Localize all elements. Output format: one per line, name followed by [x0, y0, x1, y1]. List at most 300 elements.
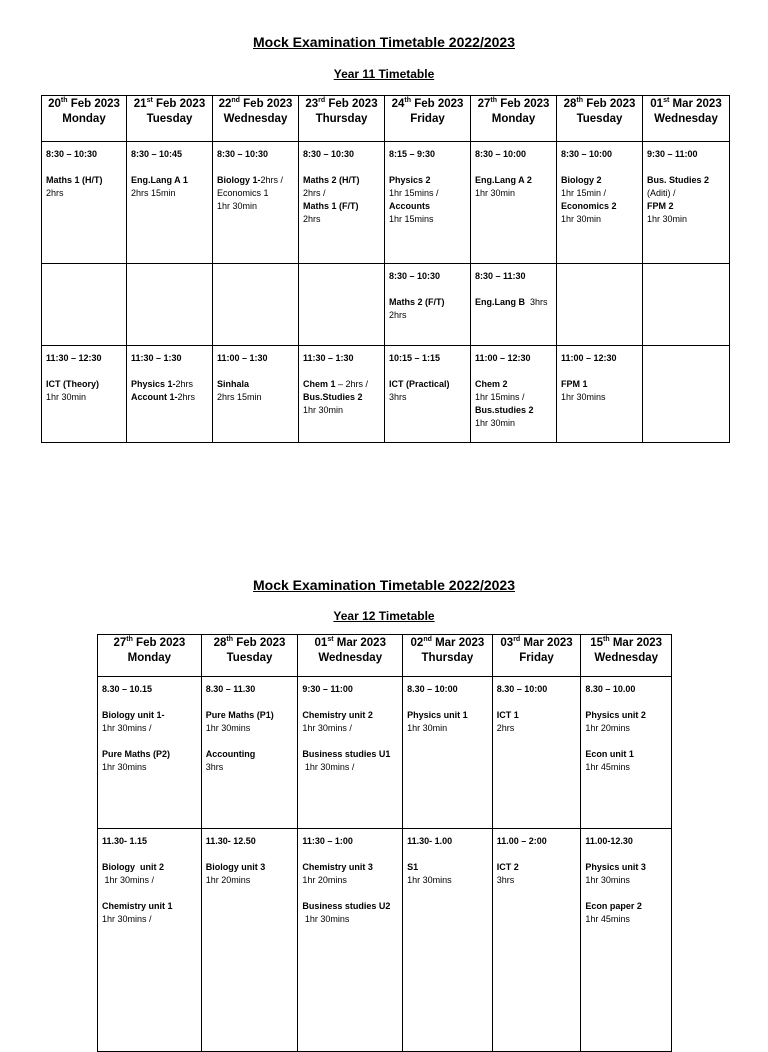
- exam-line: [217, 391, 294, 404]
- exam-line: [206, 874, 294, 887]
- subject-name: Business studies U1: [302, 749, 391, 759]
- exam-cell: [557, 142, 643, 264]
- exam-time: 11:00 – 12:30: [561, 353, 617, 363]
- subject-name: Physics unit 2: [585, 710, 646, 720]
- subject-name: Maths 2 (H/T): [303, 175, 360, 185]
- timetable-row: [98, 829, 672, 1052]
- exam-duration: 1hr 30mins /: [102, 914, 152, 924]
- date-month: Feb 2023: [414, 98, 464, 110]
- subject-name: Economics 2: [561, 201, 617, 211]
- exam-line: [475, 404, 552, 417]
- exam-cell: [492, 677, 581, 829]
- exam-cell: [98, 829, 202, 1052]
- exam-duration: 3hrs: [496, 875, 515, 885]
- exam-line: [46, 187, 122, 200]
- exam-duration: 1hr 30mins: [585, 875, 630, 885]
- subject-name: FPM 2: [647, 201, 674, 211]
- exam-time: 11:30 – 1:30: [303, 353, 354, 363]
- exam-line: [585, 913, 667, 926]
- exam-line: [497, 709, 577, 722]
- exam-time: 11:00 – 12:30: [475, 353, 531, 363]
- exam-line: [206, 722, 294, 735]
- subject-name: Physics unit 1: [407, 710, 468, 720]
- exam-cell: [299, 264, 385, 346]
- exam-line: [131, 187, 208, 200]
- subject-name: Econ unit 1: [585, 749, 634, 759]
- exam-duration: 1hr 45mins: [585, 762, 630, 772]
- date-month: Mar 2023: [672, 98, 722, 110]
- exam-line: [206, 861, 294, 874]
- exam-cell: [385, 142, 471, 264]
- exam-time: 11.30- 1.15: [102, 836, 148, 846]
- exam-line: [561, 174, 638, 187]
- exam-line: [302, 913, 398, 926]
- subject-name: Pure Maths (P1): [205, 710, 274, 720]
- exam-cell: [471, 264, 557, 346]
- exam-cell: [299, 142, 385, 264]
- exam-line: [647, 187, 725, 200]
- exam-duration: 1hr 30mins /: [102, 875, 155, 885]
- date-day: 28: [563, 98, 577, 110]
- exam-line: [102, 722, 197, 735]
- exam-duration: 1hr 30min: [647, 214, 688, 224]
- exam-time: 11:30 – 1:00: [302, 836, 353, 846]
- date-day: 21: [133, 98, 147, 110]
- exam-line: [561, 187, 638, 200]
- exam-time: 9:30 – 11:00: [647, 149, 698, 159]
- day-header: [127, 96, 213, 142]
- weekday: Friday: [519, 652, 554, 664]
- subject-name: Maths 1 (H/T): [46, 175, 103, 185]
- exam-cell: [643, 264, 730, 346]
- exam-line: [131, 174, 208, 187]
- subject-name: ICT (Practical): [389, 379, 450, 389]
- subject-name: Accounting: [205, 749, 256, 759]
- exam-duration: 1hr 30min: [561, 214, 602, 224]
- exam-duration: 3hrs: [389, 392, 407, 402]
- exam-cell: [403, 677, 493, 829]
- date-suffix: th: [126, 636, 133, 644]
- exam-cell: [403, 829, 493, 1052]
- date-month: Mar 2023: [612, 637, 663, 649]
- exam-line: [206, 709, 294, 722]
- exam-cell: [385, 264, 471, 346]
- exam-duration: – 2hrs /: [335, 379, 369, 389]
- day-header: [557, 96, 643, 142]
- exam-time: 8:30 – 10:30: [389, 271, 441, 281]
- exam-line: [585, 722, 667, 735]
- exam-line: [389, 200, 466, 213]
- exam-time: 8:30 – 11:30: [475, 271, 526, 281]
- date-month: Feb 2023: [70, 98, 120, 110]
- exam-cell: [581, 829, 672, 1052]
- date-day: 27: [113, 637, 127, 649]
- exam-line: [389, 309, 466, 322]
- exam-cell: [299, 346, 385, 443]
- subject-name: ICT 1: [496, 710, 519, 720]
- exam-line: [102, 709, 197, 722]
- date-day: 24: [391, 98, 405, 110]
- date-day: 01: [650, 98, 664, 110]
- exam-duration: 2hrs 15min: [217, 392, 262, 402]
- exam-line: [497, 861, 577, 874]
- exam-line: [475, 187, 552, 200]
- exam-line: [497, 722, 577, 735]
- exam-line: [585, 874, 667, 887]
- exam-duration: 1hr 30mins: [102, 762, 147, 772]
- exam-time: 11.00-12.30: [585, 836, 633, 846]
- exam-cell: [557, 346, 643, 443]
- exam-line: [46, 391, 122, 404]
- subject-name: Chem 2: [475, 379, 508, 389]
- subject-name: FPM 1: [561, 379, 588, 389]
- exam-duration: 1hr 15min /: [561, 188, 607, 198]
- timetable-row: [42, 264, 730, 346]
- subject-name: Account 1-: [131, 392, 178, 402]
- exam-line: [206, 761, 294, 774]
- exam-duration: 2hrs: [389, 310, 407, 320]
- exam-duration: 1hr 30mins: [407, 875, 452, 885]
- exam-line: [102, 900, 197, 913]
- weekday: Thursday: [315, 113, 368, 125]
- exam-line: [475, 378, 552, 391]
- weekday: Monday: [491, 113, 536, 125]
- exam-line: [102, 748, 197, 761]
- exam-duration: 1hr 45mins: [585, 914, 630, 924]
- exam-line: [302, 900, 398, 913]
- date-suffix: th: [60, 97, 68, 105]
- exam-line: [475, 417, 552, 430]
- exam-time: 8:30 – 10:00: [561, 149, 613, 159]
- exam-duration: Economics 1: [217, 188, 269, 198]
- exam-line: [46, 174, 122, 187]
- exam-line: [303, 391, 380, 404]
- day-header: [42, 96, 127, 142]
- date-month: Mar 2023: [336, 637, 386, 649]
- exam-cell: [492, 829, 581, 1052]
- date-suffix: th: [603, 636, 610, 644]
- exam-line: [217, 174, 294, 187]
- subject-name: Bus.Studies 2: [303, 392, 363, 402]
- date-suffix: st: [146, 97, 153, 105]
- weekday: Monday: [127, 652, 172, 664]
- subject-name: Maths 2 (F/T): [389, 297, 445, 307]
- exam-duration: 1hr 30min: [475, 418, 516, 428]
- subject-name: Biology unit 3: [205, 862, 266, 872]
- exam-line: [585, 748, 667, 761]
- exam-line: [561, 378, 638, 391]
- exam-duration: 2hrs: [46, 188, 64, 198]
- exam-duration: 3hrs: [525, 297, 548, 307]
- exam-cell: [643, 142, 730, 264]
- subject-name: Accounts: [389, 201, 431, 211]
- weekday: Tuesday: [226, 652, 273, 664]
- exam-cell: [98, 677, 202, 829]
- exam-cell: [213, 142, 299, 264]
- date-month: Feb 2023: [136, 637, 186, 649]
- weekday: Thursday: [421, 652, 474, 664]
- date-suffix: th: [576, 97, 583, 105]
- exam-time: 11:00 – 1:30: [217, 353, 268, 363]
- exam-cell: [201, 677, 298, 829]
- exam-cell: [385, 346, 471, 443]
- exam-duration: 2hrs /: [260, 175, 284, 185]
- day-header: [581, 635, 672, 677]
- exam-line: [389, 296, 466, 309]
- exam-time: 8:30 – 10:30: [303, 149, 355, 159]
- exam-line: [475, 391, 552, 404]
- weekday: Friday: [410, 113, 445, 125]
- timetable-row: [42, 142, 730, 264]
- exam-line: [475, 174, 552, 187]
- exam-line: [647, 174, 725, 187]
- exam-line: [302, 709, 398, 722]
- exam-duration: 1hr 30min: [46, 392, 87, 402]
- exam-duration: 1hr 30mins /: [302, 762, 355, 772]
- exam-line: [102, 913, 197, 926]
- exam-line: [585, 761, 667, 774]
- exam-duration: 1hr 30mins: [302, 914, 350, 924]
- exam-line: [303, 378, 380, 391]
- exam-cell: [127, 264, 213, 346]
- exam-duration: 1hr 30mins: [205, 723, 251, 733]
- exam-duration: 2hrs: [496, 723, 515, 733]
- exam-line: [389, 391, 466, 404]
- date-suffix: nd: [423, 636, 432, 644]
- exam-line: [407, 709, 488, 722]
- date-month: Feb 2023: [586, 98, 636, 110]
- exam-line: [303, 200, 380, 213]
- exam-line: [561, 200, 638, 213]
- subject-name: Physics 1-: [131, 379, 176, 389]
- date-suffix: nd: [231, 97, 240, 105]
- exam-time: 9:30 – 11:00: [302, 684, 353, 694]
- weekday: Wednesday: [318, 652, 383, 664]
- exam-cell: [201, 829, 298, 1052]
- day-header: [385, 96, 471, 142]
- exam-time: 10:15 – 1:15: [389, 353, 441, 363]
- exam-cell: [471, 142, 557, 264]
- year11-subtitle: Year 11 Timetable: [333, 67, 435, 81]
- exam-time: 11.00 – 2:00: [496, 836, 547, 846]
- timetable-row: [98, 677, 672, 829]
- date-day: 02: [410, 637, 424, 649]
- day-header: [98, 635, 202, 677]
- exam-cell: [213, 264, 299, 346]
- exam-line: [131, 391, 208, 404]
- weekday: Wednesday: [223, 113, 288, 125]
- date-day: 23: [305, 98, 319, 110]
- date-month: Feb 2023: [236, 637, 286, 649]
- subject-name: Chemistry unit 3: [302, 862, 373, 872]
- exam-duration: 1hr 15mins /: [389, 188, 439, 198]
- exam-duration: 1hr 15mins: [389, 214, 434, 224]
- exam-duration: 1hr 30mins /: [302, 723, 352, 733]
- subject-name: Eng.Lang A 1: [131, 175, 188, 185]
- date-day: 27: [477, 98, 491, 110]
- subject-name: ICT 2: [496, 862, 519, 872]
- exam-line: [303, 187, 380, 200]
- day-header: [492, 635, 581, 677]
- date-suffix: st: [327, 636, 334, 644]
- exam-line: [102, 761, 197, 774]
- exam-line: [302, 761, 398, 774]
- exam-line: [102, 874, 197, 887]
- exam-line: [217, 200, 294, 213]
- exam-cell: [557, 264, 643, 346]
- exam-line: [131, 378, 208, 391]
- exam-line: [302, 861, 398, 874]
- date-suffix: th: [490, 97, 497, 105]
- subject-name: Bus.studies 2: [475, 405, 534, 415]
- subject-name: Bus. Studies 2: [647, 175, 710, 185]
- subject-name: Biology 2: [561, 175, 602, 185]
- exam-duration: 2hrs: [303, 214, 321, 224]
- date-month: Feb 2023: [156, 98, 206, 110]
- exam-time: 8:15 – 9:30: [389, 149, 436, 159]
- date-month: Mar 2023: [435, 637, 485, 649]
- subject-name: Chem 1: [303, 379, 336, 389]
- exam-cell: [298, 829, 403, 1052]
- exam-cell: [127, 346, 213, 443]
- exam-duration: 1hr 30min: [407, 723, 448, 733]
- subject-name: Maths 1 (F/T): [303, 201, 359, 211]
- year12-timetable: [97, 634, 672, 1052]
- day-header: [298, 635, 403, 677]
- day-header: [299, 96, 385, 142]
- exam-time: 11:30 – 1:30: [131, 353, 182, 363]
- date-month: Feb 2023: [500, 98, 550, 110]
- exam-line: [561, 391, 638, 404]
- exam-line: [389, 378, 466, 391]
- year12-subtitle: Year 12 Timetable: [333, 609, 435, 623]
- subject-name: Biology unit 2: [102, 862, 164, 872]
- subject-name: Chemistry unit 1: [102, 901, 173, 911]
- exam-time: 8.30 – 10.00: [585, 684, 636, 694]
- exam-line: [647, 200, 725, 213]
- date-day: 15: [590, 637, 604, 649]
- exam-duration: 1hr 15mins /: [475, 392, 525, 402]
- exam-time: 8:30 – 10:45: [131, 149, 183, 159]
- exam-duration: 1hr 20mins: [205, 875, 251, 885]
- subject-name: Physics 2: [389, 175, 431, 185]
- exam-duration: 1hr 30min: [217, 201, 258, 211]
- weekday: Wednesday: [594, 652, 659, 664]
- exam-cell: [42, 264, 127, 346]
- exam-cell: [298, 677, 403, 829]
- date-suffix: rd: [318, 97, 326, 105]
- exam-duration: 3hrs: [205, 762, 224, 772]
- exam-cell: [42, 142, 127, 264]
- day-header: [201, 635, 298, 677]
- date-month: Feb 2023: [243, 98, 293, 110]
- exam-time: 8.30 – 10.15: [102, 684, 153, 694]
- exam-duration: 2hrs: [175, 379, 194, 389]
- day-header: [403, 635, 493, 677]
- weekday: Monday: [62, 113, 106, 125]
- exam-line: [497, 874, 577, 887]
- weekday: Wednesday: [654, 113, 718, 125]
- subject-name: Business studies U2: [302, 901, 391, 911]
- weekday: Tuesday: [146, 113, 193, 125]
- exam-time: 8.30 – 10:00: [407, 684, 458, 694]
- subject-name: Eng.Lang A 2: [475, 175, 532, 185]
- date-suffix: th: [404, 97, 411, 105]
- day-header: [471, 96, 557, 142]
- exam-duration: 2hrs /: [303, 188, 326, 198]
- exam-duration: 2hrs: [177, 392, 196, 402]
- exam-cell: [42, 346, 127, 443]
- date-day: 20: [48, 98, 61, 110]
- year12-title: Mock Examination Timetable 2022/2023: [253, 577, 515, 593]
- exam-time: 8.30 – 10:00: [496, 684, 548, 694]
- subject-name: Sinhala: [217, 379, 250, 389]
- exam-cell: [581, 677, 672, 829]
- exam-cell: [127, 142, 213, 264]
- date-suffix: th: [226, 636, 234, 644]
- exam-cell: [643, 346, 730, 443]
- day-header: [213, 96, 299, 142]
- exam-line: [585, 709, 667, 722]
- exam-line: [302, 722, 398, 735]
- exam-line: [389, 213, 466, 226]
- exam-line: [102, 861, 197, 874]
- exam-time: 8:30 – 10:00: [475, 149, 527, 159]
- exam-line: [206, 748, 294, 761]
- exam-time: 11:30 – 12:30: [46, 353, 102, 363]
- weekday: Tuesday: [576, 113, 623, 125]
- exam-line: [217, 378, 294, 391]
- subject-name: Econ paper 2: [585, 901, 642, 911]
- date-suffix: rd: [513, 636, 521, 644]
- date-day: 22: [218, 98, 232, 110]
- date-month: Mar 2023: [523, 637, 573, 649]
- exam-line: [647, 213, 725, 226]
- exam-cell: [213, 346, 299, 443]
- exam-line: [303, 174, 380, 187]
- subject-name: Eng.Lang B: [475, 297, 525, 307]
- exam-duration: 1hr 30mins: [561, 392, 606, 402]
- exam-time: 8:30 – 10:30: [217, 149, 269, 159]
- exam-time: 11.30- 12.50: [205, 836, 256, 846]
- date-month: Feb 2023: [328, 98, 378, 110]
- subject-name: Chemistry unit 2: [302, 710, 373, 720]
- exam-duration: 1hr 30min: [475, 188, 516, 198]
- subject-name: Physics unit 3: [585, 862, 646, 872]
- exam-line: [303, 213, 380, 226]
- exam-duration: (Aditi) /: [647, 188, 676, 198]
- exam-line: [302, 874, 398, 887]
- day-header: [643, 96, 730, 142]
- exam-line: [303, 404, 380, 417]
- exam-line: [585, 861, 667, 874]
- subject-name: ICT (Theory): [46, 379, 99, 389]
- exam-line: [389, 187, 466, 200]
- exam-line: [217, 187, 294, 200]
- exam-duration: 1hr 30mins /: [102, 723, 152, 733]
- exam-line: [46, 378, 122, 391]
- subject-name: Biology 1-: [217, 175, 261, 185]
- exam-line: [585, 900, 667, 913]
- exam-duration: 1hr 20mins: [585, 723, 630, 733]
- exam-duration: 2hrs 15min: [131, 188, 176, 198]
- date-day: 28: [213, 637, 227, 649]
- exam-time: 8.30 – 11.30: [205, 684, 256, 694]
- subject-name: Pure Maths (P2): [102, 749, 171, 759]
- subject-name: Biology unit 1-: [102, 710, 165, 720]
- exam-time: 8:30 – 10:30: [46, 149, 98, 159]
- exam-cell: [471, 346, 557, 443]
